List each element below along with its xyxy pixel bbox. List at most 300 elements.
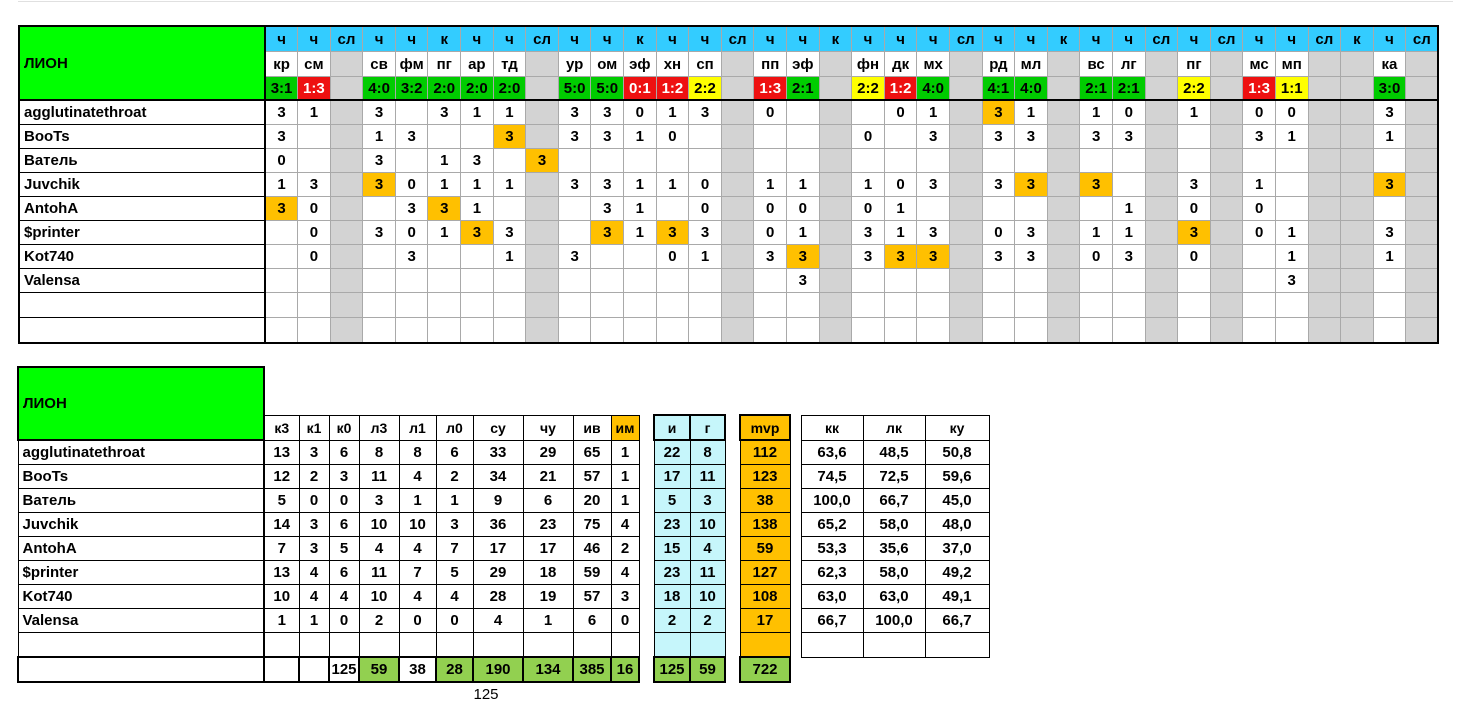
score-cell	[1341, 77, 1374, 101]
total-value: 385	[573, 657, 611, 682]
player-result-cell: 3	[787, 245, 820, 269]
player-result-cell	[982, 269, 1015, 293]
blank-name-cell	[19, 318, 265, 344]
stat-value: 4	[399, 465, 436, 489]
blank-cell	[982, 318, 1015, 344]
stat-header: л3	[359, 415, 399, 440]
player-result-cell	[1145, 173, 1178, 197]
player-result-cell: 3	[1178, 173, 1211, 197]
blank-cell	[1308, 318, 1341, 344]
mvp-value: 127	[740, 561, 790, 585]
player-result-cell	[917, 269, 950, 293]
ig-value: 23	[654, 561, 690, 585]
blank-cell	[493, 293, 526, 318]
pct-blank	[863, 633, 925, 658]
ig-value: 8	[690, 440, 725, 465]
player-result-cell	[330, 221, 363, 245]
player-result-cell	[1308, 221, 1341, 245]
stat-value: 3	[359, 489, 399, 513]
stat-value: 6	[573, 609, 611, 633]
mvp-value: 108	[740, 585, 790, 609]
blank-cell	[265, 293, 298, 318]
player-result-cell	[819, 269, 852, 293]
pct-value: 58,0	[863, 561, 925, 585]
stats-player-row	[18, 513, 989, 537]
stat-value: 3	[299, 537, 329, 561]
player-result-cell	[395, 100, 428, 125]
player-result-cell: 3	[1015, 245, 1048, 269]
gap-cell	[790, 561, 801, 585]
pct-value: 100,0	[801, 489, 863, 513]
score-cell	[526, 77, 559, 101]
blank-cell	[461, 318, 494, 344]
player-result-cell: 3	[754, 245, 787, 269]
player-result-cell: 1	[1275, 125, 1308, 149]
player-result-cell	[949, 245, 982, 269]
player-result-cell	[721, 197, 754, 221]
player-row	[19, 221, 1438, 245]
gap-cell	[725, 465, 740, 489]
player-result-cell: 3	[1112, 125, 1145, 149]
player-result-cell	[949, 269, 982, 293]
player-result-cell: 1	[917, 100, 950, 125]
stat-value: 4	[399, 585, 436, 609]
pct-value: 53,3	[801, 537, 863, 561]
player-result-cell	[884, 149, 917, 173]
player-result-cell: 0	[298, 197, 331, 221]
player-result-cell: 1	[884, 221, 917, 245]
player-name: agglutinatethroat	[19, 100, 265, 125]
player-result-cell	[461, 125, 494, 149]
pct-value: 59,6	[925, 465, 989, 489]
stat-value: 57	[573, 585, 611, 609]
score-cell: 2:1	[1112, 77, 1145, 101]
player-result-cell	[689, 269, 722, 293]
player-result-cell: 1	[787, 173, 820, 197]
player-result-cell: 0	[624, 100, 657, 125]
gap-cell	[790, 609, 801, 633]
player-result-cell	[1145, 269, 1178, 293]
player-result-cell: 3	[591, 100, 624, 125]
player-result-cell: 0	[298, 245, 331, 269]
pct-header: кк	[801, 415, 863, 440]
mvp-value: 38	[740, 489, 790, 513]
score-cell: 2:0	[493, 77, 526, 101]
player-result-cell: 3	[591, 125, 624, 149]
stats-blank-row	[18, 633, 989, 658]
stat-value: 11	[359, 465, 399, 489]
blank-cell	[363, 293, 396, 318]
score-cell: 4:0	[1015, 77, 1048, 101]
player-result-cell: 3	[493, 125, 526, 149]
player-result-cell: 3	[395, 245, 428, 269]
player-result-cell	[1308, 100, 1341, 125]
player-result-cell	[298, 269, 331, 293]
stat-value: 3	[329, 465, 359, 489]
player-result-cell	[461, 245, 494, 269]
opponent-cell	[330, 52, 363, 77]
player-result-cell: 0	[395, 221, 428, 245]
opponent-cell: мх	[917, 52, 950, 77]
ig-header: и	[654, 415, 690, 440]
player-result-cell: 0	[852, 125, 885, 149]
stat-value: 5	[436, 561, 473, 585]
player-result-cell: 3	[395, 197, 428, 221]
blank-cell	[917, 318, 950, 344]
stat-value: 0	[611, 609, 639, 633]
score-cell	[721, 77, 754, 101]
blank-cell	[1112, 318, 1145, 344]
stats-player-row	[18, 537, 989, 561]
blank-cell	[917, 293, 950, 318]
player-name: Valensa	[19, 269, 265, 293]
player-result-cell	[1341, 149, 1374, 173]
pct-header: лк	[863, 415, 925, 440]
player-result-cell	[298, 125, 331, 149]
total-value	[264, 657, 299, 682]
player-result-cell: 3	[461, 221, 494, 245]
pct-header: ку	[925, 415, 989, 440]
player-result-cell	[1341, 197, 1374, 221]
player-result-cell	[330, 269, 363, 293]
score-cell: 2:2	[689, 77, 722, 101]
stat-value: 4	[359, 537, 399, 561]
player-result-cell: 3	[265, 197, 298, 221]
stat-blank	[329, 633, 359, 658]
player-result-cell	[1145, 149, 1178, 173]
stat-value: 8	[359, 440, 399, 465]
player-result-cell: 3	[689, 100, 722, 125]
player-row	[19, 100, 1438, 125]
player-result-cell: 3	[852, 221, 885, 245]
player-result-cell	[1341, 245, 1374, 269]
player-result-cell	[265, 221, 298, 245]
stats-totals-row	[18, 657, 989, 682]
opponent-cell	[819, 52, 852, 77]
player-result-cell	[1406, 197, 1439, 221]
gap-cell	[639, 537, 654, 561]
blank-cell	[852, 293, 885, 318]
player-result-cell	[917, 197, 950, 221]
ig-value: 5	[654, 489, 690, 513]
score-cell	[949, 77, 982, 101]
tournament-type-cell: ч	[1080, 26, 1113, 52]
player-result-cell: 0	[1112, 100, 1145, 125]
score-cell: 4:0	[363, 77, 396, 101]
player-result-cell: 3	[852, 245, 885, 269]
score-cell: 3:2	[395, 77, 428, 101]
score-cell	[1308, 77, 1341, 101]
player-result-cell	[1112, 269, 1145, 293]
player-result-cell	[1210, 149, 1243, 173]
ig-value: 17	[654, 465, 690, 489]
player-result-cell	[1080, 197, 1113, 221]
opponent-cell	[721, 52, 754, 77]
opponent-cell	[1210, 52, 1243, 77]
player-result-cell	[1308, 173, 1341, 197]
stat-header: ив	[573, 415, 611, 440]
opponent-cell	[949, 52, 982, 77]
tournament-type-cell: к	[428, 26, 461, 52]
player-result-cell: 3	[1178, 221, 1211, 245]
gap-cell	[639, 633, 654, 658]
player-result-cell	[395, 269, 428, 293]
pct-value: 49,2	[925, 561, 989, 585]
blank-cell	[689, 318, 722, 344]
blank-cell	[754, 293, 787, 318]
player-result-cell: 0	[884, 100, 917, 125]
opponent-cell: вс	[1080, 52, 1113, 77]
player-name: Juvchik	[19, 173, 265, 197]
player-result-cell	[428, 245, 461, 269]
player-result-cell: 3	[1015, 221, 1048, 245]
stat-header: л0	[436, 415, 473, 440]
stat-blank	[611, 633, 639, 658]
player-result-cell: 1	[884, 197, 917, 221]
opponent-cell: рд	[982, 52, 1015, 77]
gap-cell	[790, 633, 801, 658]
player-result-cell: 3	[917, 173, 950, 197]
stat-value: 3	[299, 513, 329, 537]
stat-blank	[399, 633, 436, 658]
pct-value: 66,7	[801, 609, 863, 633]
tournament-type-cell: к	[819, 26, 852, 52]
tournament-type-cell: к	[1341, 26, 1374, 52]
player-result-cell	[1145, 197, 1178, 221]
opponent-cell	[1145, 52, 1178, 77]
player-result-cell: 3	[1112, 245, 1145, 269]
tournament-type-cell: ч	[461, 26, 494, 52]
below-total-value: 125	[473, 686, 499, 703]
gap-cell	[639, 561, 654, 585]
tournament-type-cell: ч	[363, 26, 396, 52]
player-result-cell: 3	[428, 197, 461, 221]
pct-value: 65,2	[801, 513, 863, 537]
blank-cell	[624, 293, 657, 318]
stat-value: 29	[473, 561, 523, 585]
stat-value: 0	[329, 609, 359, 633]
player-row	[19, 269, 1438, 293]
player-result-cell: 3	[558, 173, 591, 197]
gap-cell	[790, 440, 801, 465]
stat-value: 0	[299, 489, 329, 513]
player-result-cell: 3	[591, 221, 624, 245]
opponent-cell: ка	[1373, 52, 1406, 77]
player-result-cell	[493, 149, 526, 173]
player-result-cell	[526, 245, 559, 269]
gap-cell	[725, 537, 740, 561]
score-cell: 2:2	[852, 77, 885, 101]
stat-value: 18	[523, 561, 573, 585]
player-result-cell	[1015, 149, 1048, 173]
player-result-cell: 0	[1243, 221, 1276, 245]
stat-value: 1	[436, 489, 473, 513]
ig-blank	[654, 633, 690, 658]
player-result-cell	[656, 269, 689, 293]
player-name: Kot740	[19, 245, 265, 269]
player-result-cell	[787, 149, 820, 173]
blank-cell	[819, 293, 852, 318]
gap-cell	[725, 489, 740, 513]
total-value: 28	[436, 657, 473, 682]
score-cell: 1:3	[298, 77, 331, 101]
player-result-cell	[884, 269, 917, 293]
player-result-cell: 1	[1015, 100, 1048, 125]
player-result-cell: 3	[493, 221, 526, 245]
opponent-cell: мс	[1243, 52, 1276, 77]
player-result-cell	[754, 149, 787, 173]
blank-cell	[298, 318, 331, 344]
pct-value: 50,8	[925, 440, 989, 465]
player-result-cell: 0	[852, 197, 885, 221]
player-result-cell	[721, 269, 754, 293]
player-result-cell	[330, 149, 363, 173]
score-cell: 1:2	[656, 77, 689, 101]
player-result-cell	[558, 221, 591, 245]
blank-cell	[363, 318, 396, 344]
stat-value: 29	[523, 440, 573, 465]
player-result-cell	[428, 125, 461, 149]
blank-cell	[1275, 318, 1308, 344]
score-cell	[819, 77, 852, 101]
stats-team-header: ЛИОН	[18, 367, 264, 440]
pct-value: 66,7	[925, 609, 989, 633]
player-result-cell	[624, 245, 657, 269]
opponent-cell: кр	[265, 52, 298, 77]
stats-player-name: Kot740	[18, 585, 264, 609]
gap-cell	[790, 415, 801, 440]
player-result-cell	[330, 100, 363, 125]
player-result-cell	[1373, 197, 1406, 221]
stat-value: 1	[264, 609, 299, 633]
player-result-cell	[265, 269, 298, 293]
player-result-cell	[591, 269, 624, 293]
blank-cell	[656, 293, 689, 318]
mvp-total: 722	[740, 657, 790, 682]
ig-value: 2	[690, 609, 725, 633]
tournament-type-cell: сл	[526, 26, 559, 52]
tournament-type-cell: сл	[330, 26, 363, 52]
player-result-cell: 0	[1080, 245, 1113, 269]
player-result-cell: 3	[1015, 173, 1048, 197]
player-result-cell: 3	[363, 100, 396, 125]
player-result-cell: 1	[754, 173, 787, 197]
player-result-cell: 1	[689, 245, 722, 269]
stat-value: 4	[399, 537, 436, 561]
stats-player-row	[18, 465, 989, 489]
blank-cell	[949, 293, 982, 318]
score-cell: 1:3	[754, 77, 787, 101]
player-result-cell	[689, 125, 722, 149]
stat-value: 1	[611, 465, 639, 489]
tournament-type-cell: сл	[1145, 26, 1178, 52]
player-result-cell: 3	[558, 100, 591, 125]
tournament-type-cell: ч	[689, 26, 722, 52]
player-result-cell: 3	[428, 100, 461, 125]
ig-value: 22	[654, 440, 690, 465]
opponent-cell: мп	[1275, 52, 1308, 77]
player-result-cell	[461, 269, 494, 293]
gap-cell	[725, 657, 740, 682]
stats-blank-name	[18, 633, 264, 658]
opponent-cell: пг	[428, 52, 461, 77]
player-result-cell	[1145, 100, 1178, 125]
stat-value: 5	[329, 537, 359, 561]
player-result-cell	[721, 173, 754, 197]
stats-player-row	[18, 609, 989, 633]
player-result-cell: 3	[917, 245, 950, 269]
player-result-cell	[363, 245, 396, 269]
player-result-cell: 1	[493, 245, 526, 269]
score-cell: 2:0	[461, 77, 494, 101]
gap-cell	[725, 609, 740, 633]
player-result-cell: 0	[1275, 100, 1308, 125]
player-result-cell	[526, 173, 559, 197]
blank-cell	[1178, 318, 1211, 344]
blank-cell	[1112, 293, 1145, 318]
totals-name-cell	[18, 657, 264, 682]
player-result-cell: 1	[656, 173, 689, 197]
pct-value: 49,1	[925, 585, 989, 609]
player-result-cell	[754, 269, 787, 293]
tournament-type-cell: ч	[884, 26, 917, 52]
player-result-cell	[526, 221, 559, 245]
blank-cell	[1275, 293, 1308, 318]
blank-cell	[1080, 318, 1113, 344]
opponent-cell: мл	[1015, 52, 1048, 77]
stats-player-name: Juvchik	[18, 513, 264, 537]
stats-player-name: $printer	[18, 561, 264, 585]
stat-value: 4	[299, 585, 329, 609]
pct-blank	[925, 633, 989, 658]
score-cell: 2:0	[428, 77, 461, 101]
pct-value: 63,6	[801, 440, 863, 465]
opponent-cell	[1308, 52, 1341, 77]
player-result-cell	[982, 149, 1015, 173]
player-result-cell: 0	[787, 197, 820, 221]
player-result-cell: 3	[787, 269, 820, 293]
opponent-cell: пг	[1178, 52, 1211, 77]
player-result-cell	[721, 245, 754, 269]
player-result-cell: 1	[656, 100, 689, 125]
player-result-cell	[884, 125, 917, 149]
score-cell: 4:0	[917, 77, 950, 101]
player-result-cell	[591, 245, 624, 269]
stats-player-name: AntohA	[18, 537, 264, 561]
blank-cell	[721, 293, 754, 318]
opponent-cell: ом	[591, 52, 624, 77]
stat-value: 36	[473, 513, 523, 537]
player-result-cell	[1275, 197, 1308, 221]
player-result-cell: 3	[395, 125, 428, 149]
player-row	[19, 197, 1438, 221]
tournament-type-cell: ч	[917, 26, 950, 52]
tournament-type-cell: к	[1047, 26, 1080, 52]
player-result-cell	[1178, 125, 1211, 149]
player-result-cell	[1145, 245, 1178, 269]
pct-value: 58,0	[863, 513, 925, 537]
score-cell	[1047, 77, 1080, 101]
tournament-type-cell: ч	[1243, 26, 1276, 52]
player-result-cell	[330, 173, 363, 197]
stat-value: 2	[359, 609, 399, 633]
stat-value: 1	[399, 489, 436, 513]
player-result-cell: 3	[656, 221, 689, 245]
player-result-cell: 1	[428, 221, 461, 245]
player-result-cell	[1210, 221, 1243, 245]
blank-cell	[493, 318, 526, 344]
tournament-type-cell: ч	[1178, 26, 1211, 52]
